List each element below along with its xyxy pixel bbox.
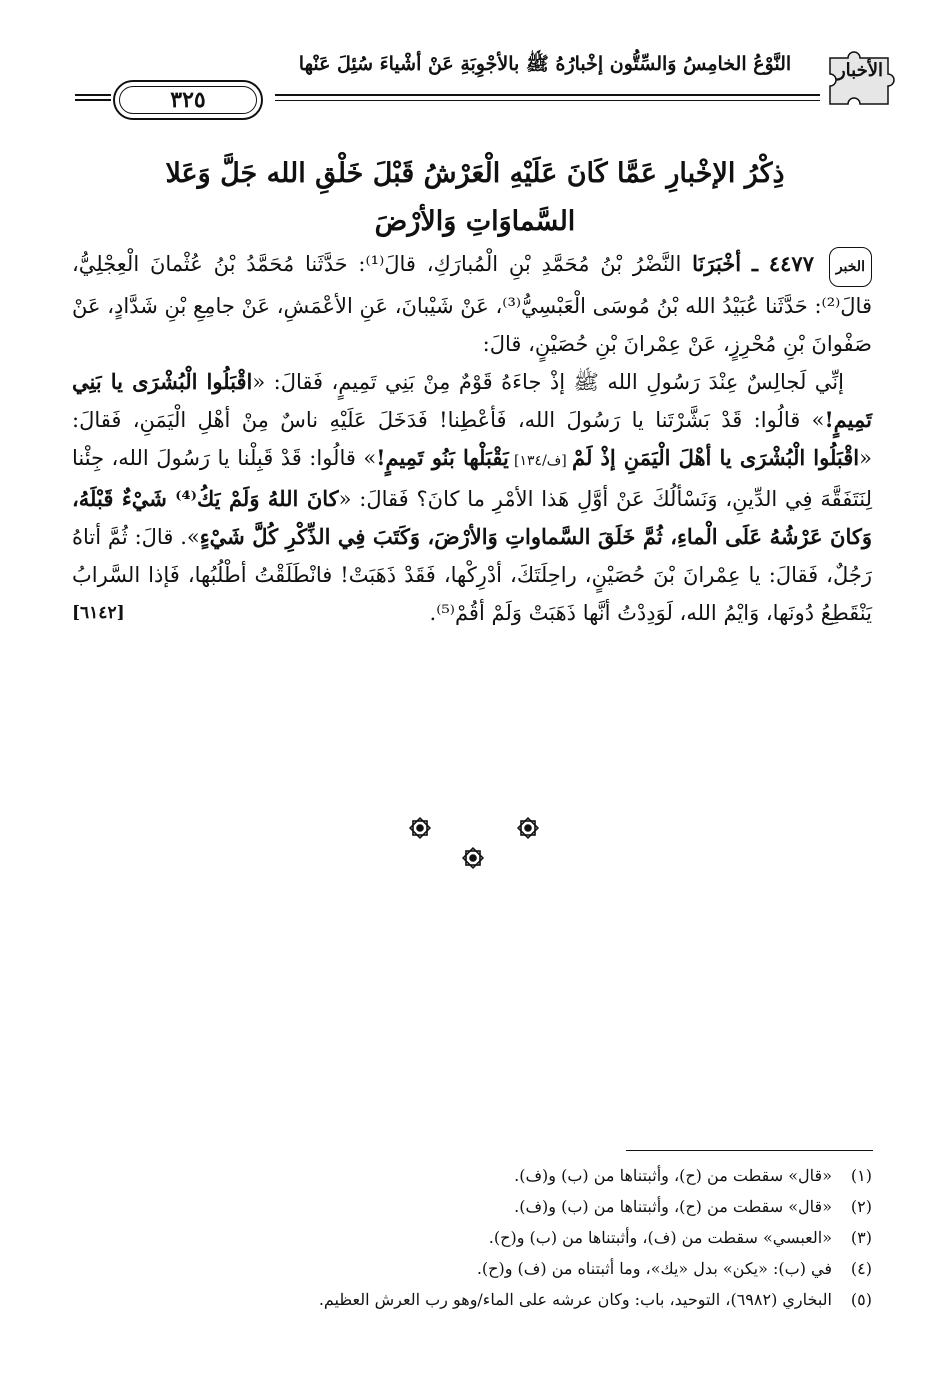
hadith-dash: ـ bbox=[751, 251, 759, 276]
ornament-icon bbox=[407, 815, 433, 841]
matn-segment: ». قالَ: ثُمَّ أتاهُ رَجُلٌ، فَقالَ: يا عِمْرانَ بْنَ حُصَيْنٍ، راحِلَتَكَ، أدْرِكْها، فَقَدْ ذَهَبَتْ! فانْطَلَقْتُ أطْلُبُها، فَإذا السَّرابُ يَنْقَطِعُ دُونَها، وَايْمُ الله، لَوَدِدْتُ أنَّها ذَهَبَتْ وَلَمْ أقُمْ⁽⁵⁾. bbox=[72, 525, 872, 625]
hadith-akhbarana: أخْبَرَنَا bbox=[692, 251, 742, 276]
matn-segment: إنِّي لَجالِسٌ عِنْدَ رَسُولِ الله ﷺ إذْ جاءَهُ قَوْمٌ مِنْ بَنِي تَمِيمٍ، فَقالَ: « bbox=[252, 370, 844, 394]
footnote-rule bbox=[626, 1150, 873, 1151]
footnote-text: البخاري (٦٩٨٢)، التوحيد، باب: وكان عرشه على الماء/وهو رب العرش العظيم. bbox=[318, 1290, 832, 1309]
page-number-badge bbox=[113, 80, 263, 120]
footnotes bbox=[150, 1160, 872, 1315]
hadith-matn bbox=[72, 363, 872, 632]
footnote-text: «قال» سقطت من (ح)، وأثبتناها من (ب) و(ف). bbox=[514, 1166, 832, 1185]
footnote-number: (٢) bbox=[850, 1197, 872, 1216]
ornament-icon bbox=[515, 815, 541, 841]
hadith-tag: الخبر bbox=[829, 247, 872, 287]
footnote-text: «قال» سقطت من (ح)، وأثبتناها من (ب) و(ف). bbox=[514, 1197, 832, 1216]
hadith-chain: النَّضْرُ بْنُ مُحَمَّدِ بْنِ الْمُبارَكِ، قالَ⁽¹⁾: حَدَّثَنا مُحَمَّدُ بْنُ عُثْمانَ الْعِجْلِيُّ، قالَ⁽²⁾: حَدَّثَنا عُبَيْدُ الله بْنُ مُوسَى الْعَبْسِيُّ⁽³⁾، عَنْ شَيْبانَ، عَنِ الأعْمَشِ، عَنْ جامِعِ بْنِ شَدَّادٍ، عَنْ صَفْوانَ بْنِ مُحْرِزٍ، عَنْ عِمْرانَ بْنِ حُصَيْنٍ، قالَ: bbox=[72, 252, 872, 356]
footnote-item bbox=[150, 1160, 872, 1191]
hadith-isnad bbox=[72, 245, 872, 363]
page-number: ٣٢٥ bbox=[170, 87, 206, 113]
page-header bbox=[75, 40, 895, 120]
footnote-item bbox=[150, 1253, 872, 1284]
footnote-number: (٥) bbox=[850, 1290, 872, 1309]
matn-segment: » قالُوا: قَدْ بَشَّرْتَنا يا رَسُولَ الله، فَأعْطِنا! فَدَخَلَ عَلَيْهِ ناسٌ مِنْ أهْلِ الْيَمَنِ، فَقالَ: « bbox=[72, 408, 872, 470]
matn-segment-quote: يَقْبَلْها بَنُو تَمِيمٍ! bbox=[376, 445, 509, 470]
footnote-number: (٣) bbox=[850, 1228, 872, 1247]
section-badge bbox=[820, 40, 900, 112]
header-double-rule-left bbox=[75, 94, 111, 101]
matn-segment: » قالُوا: قَدْ قَبِلْنا يا رَسُولَ الله، جِئْنا لِنَتَفَقَّهَ فِي الدِّينِ، وَنَسْألُكَ عَنْ أوَّلِ هَذا الأمْرِ ما كانَ؟ فَقالَ: « bbox=[72, 446, 872, 511]
running-title: النَّوْعُ الخامِسُ وَالسِّتُّون إخْبارُهُ ﷺ بالأجْوِبَةِ عَنْ أشْياءَ سُئِلَ عَنْها bbox=[298, 53, 792, 75]
footnote-text: «العبسي» سقطت من (ف)، وأثبتناها من (ب) و(ح). bbox=[488, 1228, 832, 1247]
matn-segment-quote: اقْبَلُوا الْبُشْرَى يا بَنِي تَمِيمٍ! bbox=[72, 369, 872, 432]
section-badge-label: الأخبار bbox=[836, 60, 883, 81]
header-rule bbox=[275, 94, 820, 101]
hadith-number: ٤٤٧٧ bbox=[768, 251, 814, 276]
footnote-item bbox=[150, 1222, 872, 1253]
matn-segment-quote: كانَ اللهُ وَلَمْ يَكُ⁽⁴⁾ شَيْءٌ قَبْلَهُ، وَكانَ عَرْشُهُ عَلَى الْماءِ، ثُمَّ خَلَقَ السَّماواتِ وَالأرْضَ، وَكَتَبَ فِي الذِّكْرِ كُلَّ شَيْءٍ bbox=[72, 486, 872, 549]
footnote-item bbox=[150, 1191, 872, 1222]
footnote-number: (١) bbox=[850, 1166, 872, 1185]
hadith-body bbox=[72, 245, 872, 632]
chapter-heading: ذِكْرُ الإخْبارِ عَمَّا كَانَ عَلَيْهِ الْعَرْشُ قَبْلَ خَلْقِ الله جَلَّ وَعَلا السَّماوَاتِ وَالأرْضَ bbox=[165, 158, 785, 237]
ornament-icon bbox=[460, 845, 486, 871]
footnote-text: في (ب): «يكن» بدل «يك»، وما أثبتناه من (ف) و(ح). bbox=[476, 1259, 832, 1278]
cross-reference: [٦١٤٢] bbox=[72, 603, 125, 623]
footnote-number: (٤) bbox=[850, 1259, 872, 1278]
matn-segment-quote: اقْبَلُوا الْبُشْرَى يا أهْلَ الْيَمَنِ إذْ لَمْ bbox=[572, 445, 860, 470]
manuscript-marker: [ف/١٣٤] bbox=[508, 453, 573, 469]
footnote-item bbox=[150, 1284, 872, 1315]
